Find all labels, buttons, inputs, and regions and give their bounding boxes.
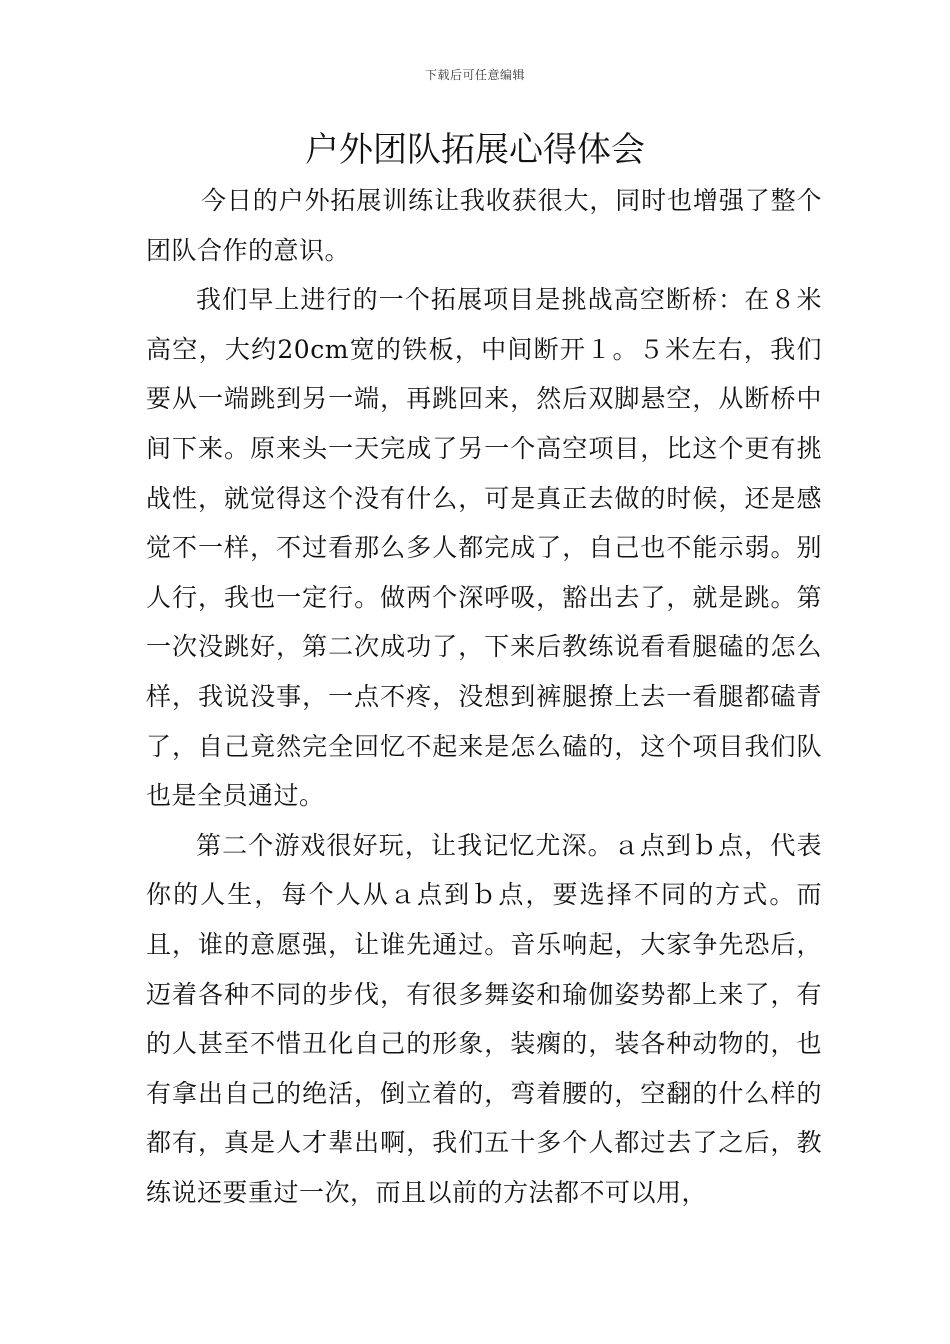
paragraph-intro: 今日的户外拓展训练让我收获很大，同时也增强了整个团队合作的意识。 bbox=[146, 186, 822, 265]
paragraph-second-game: 第二个游戏很好玩，让我记忆尤深。ａ点到ｂ点，代表你的人生，每个人从ａ点到ｂ点，要选择不同的方式。而且，谁的意愿强，让谁先通过。音乐响起，大家争先恐后，迈着各种不同的步伐，有很多舞姿和瑜伽姿势都上来了，有的人甚至不惜丑化自己的形象，装瘸的，装各种动物的，也有拿出自己的绝活，倒立着的，弯着腰的，空翻的什么样的都有，真是人才辈出啊，我们五十多个人都过去了之后，教练说还要重过一次，而且以前的方法都不可以用， bbox=[146, 830, 822, 1207]
document-body bbox=[146, 176, 822, 1217]
paragraph-high-bridge: 我们早上进行的一个拓展项目是挑战高空断桥：在８米高空，大约20cm宽的铁板，中间断开１。５米左右，我们要从一端跳到另一端，再跳回来，然后双脚悬空，从断桥中间下来。原来头一天完成了另一个高空项目，比这个更有挑战性，就觉得这个没有什么，可是真正去做的时候，还是感觉不一样，不过看那么多人都完成了，自己也不能示弱。别人行，我也一定行。做两个深呼吸，豁出去了，就是跳。第一次没跳好，第二次成功了，下来后教练说看看腿磕的怎么样，我说没事，一点不疼，没想到裤腿撩上去一看腿都磕青了，自己竟然完全回忆不起来是怎么磕的，这个项目我们队也是全员通过。 bbox=[146, 285, 822, 811]
page-header-note: 下载后可任意编辑 bbox=[424, 68, 525, 82]
document-title: 户外团队拓展心得体会 bbox=[305, 130, 645, 170]
